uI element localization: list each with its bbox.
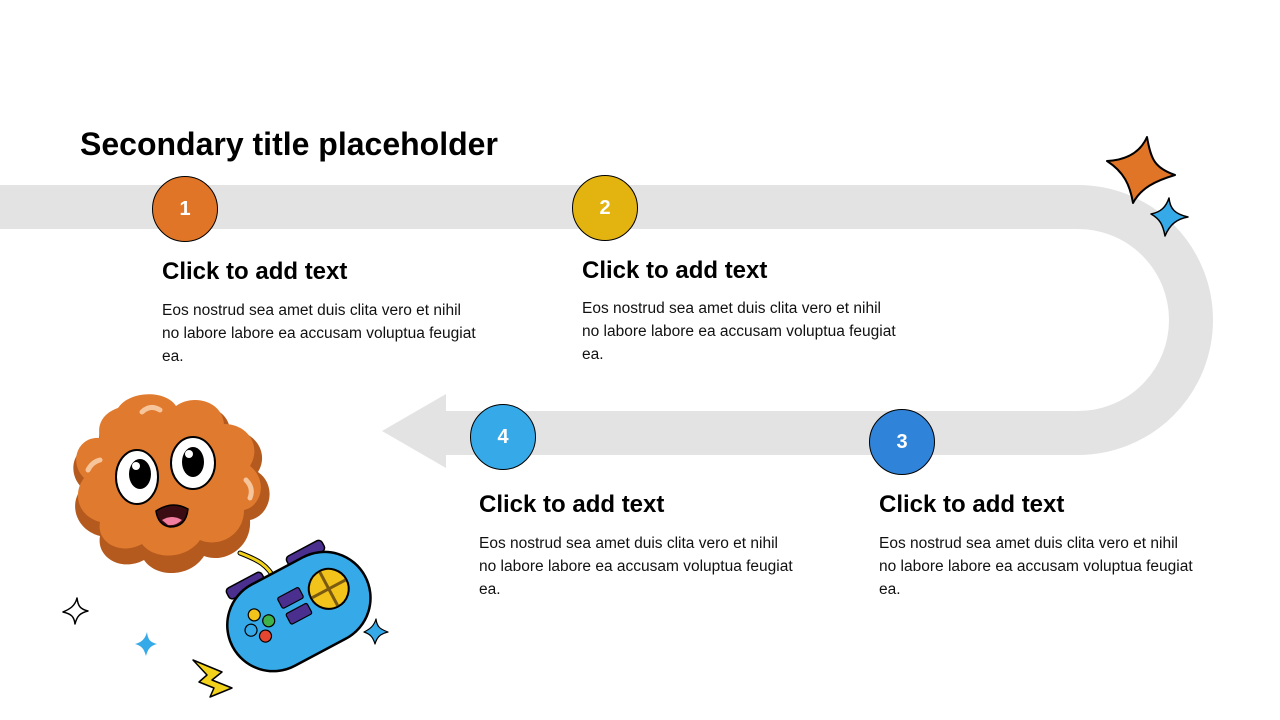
step-2-title[interactable]: Click to add text bbox=[582, 257, 768, 284]
lightning-bolt-icon bbox=[193, 660, 232, 697]
orange-star-icon bbox=[1107, 137, 1175, 203]
step-3-title[interactable]: Click to add text bbox=[879, 491, 1065, 518]
game-controller-illustration bbox=[207, 529, 386, 688]
mascot-blob-illustration bbox=[73, 394, 269, 573]
blue-star-icon bbox=[1151, 198, 1188, 236]
step-2-text[interactable]: Eos nostrud sea amet duis clita vero et nihil no labore labore ea accusam voluptua feugiat ea. bbox=[582, 300, 896, 363]
step-1-badge: 1 bbox=[152, 176, 218, 242]
outline-star-icon bbox=[63, 598, 88, 624]
step-1-text[interactable]: Eos nostrud sea amet duis clita vero et nihil no labore labore ea accusam voluptua feugiat ea. bbox=[162, 302, 476, 365]
right-blue-star-icon bbox=[364, 619, 388, 644]
page-title[interactable]: Secondary title placeholder bbox=[80, 126, 498, 162]
step-3-badge: 3 bbox=[869, 409, 935, 475]
step-2-badge: 2 bbox=[572, 175, 638, 241]
step-4-badge: 4 bbox=[470, 404, 536, 470]
step-3-text[interactable]: Eos nostrud sea amet duis clita vero et nihil no labore labore ea accusam voluptua feugiat ea. bbox=[879, 535, 1193, 598]
small-blue-star-icon bbox=[135, 632, 157, 656]
step-4-text[interactable]: Eos nostrud sea amet duis clita vero et nihil no labore labore ea accusam voluptua feugiat ea. bbox=[479, 535, 793, 598]
step-1-title[interactable]: Click to add text bbox=[162, 258, 348, 285]
step-4-title[interactable]: Click to add text bbox=[479, 491, 665, 518]
